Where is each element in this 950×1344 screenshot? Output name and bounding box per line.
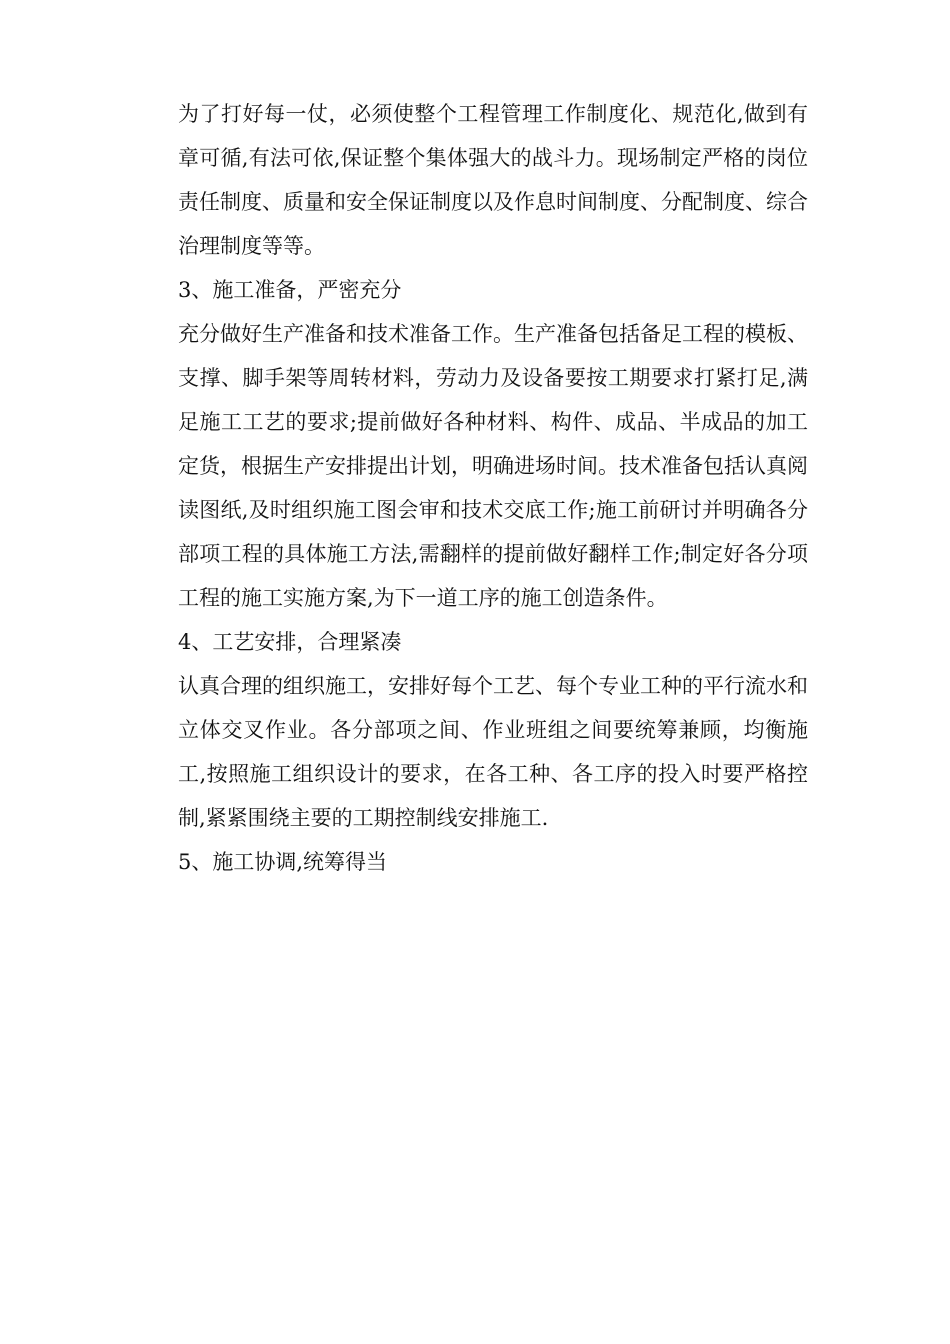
document-body: [178, 92, 808, 884]
section-heading-5: 5、施工协调,统筹得当: [178, 850, 388, 874]
paragraph-construction-preparation: 充分做好生产准备和技术准备工作。生产准备包括备足工程的模板、支撑、脚手架等周转材料，劳动力及设备要按工期要求打紧打足,满足施工工艺的要求;提前做好各种材料、构件、成品、半成品的加工定货，根据生产安排提出计划，明确进场时间。技术准备包括认真阅读图纸,及时组织施工图会审和技术交底工作;施工前研讨并明确各分部项工程的具体施工方法,需翻样的提前做好翻样工作;制定好各分项工程的施工实施方案,为下一道工序的施工创造条件。: [178, 322, 808, 610]
section-heading-3: 3、施工准备，严密充分: [178, 278, 402, 302]
paragraph-management-system: 为了打好每一仗，必须使整个工程管理工作制度化、规范化,做到有章可循,有法可依,保证整个集体强大的战斗力。现场制定严格的岗位责任制度、质量和安全保证制度以及作息时间制度、分配制度、综合治理制度等等。: [178, 102, 808, 258]
section-heading-4: 4、工艺安排，合理紧凑: [178, 630, 402, 654]
paragraph-process-arrangement: 认真合理的组织施工，安排好每个工艺、每个专业工种的平行流水和立体交叉作业。各分部项之间、作业班组之间要统筹兼顾，均衡施工,按照施工组织设计的要求，在各工种、各工序的投入时要严格控制,紧紧围绕主要的工期控制线安排施工.: [178, 674, 808, 830]
